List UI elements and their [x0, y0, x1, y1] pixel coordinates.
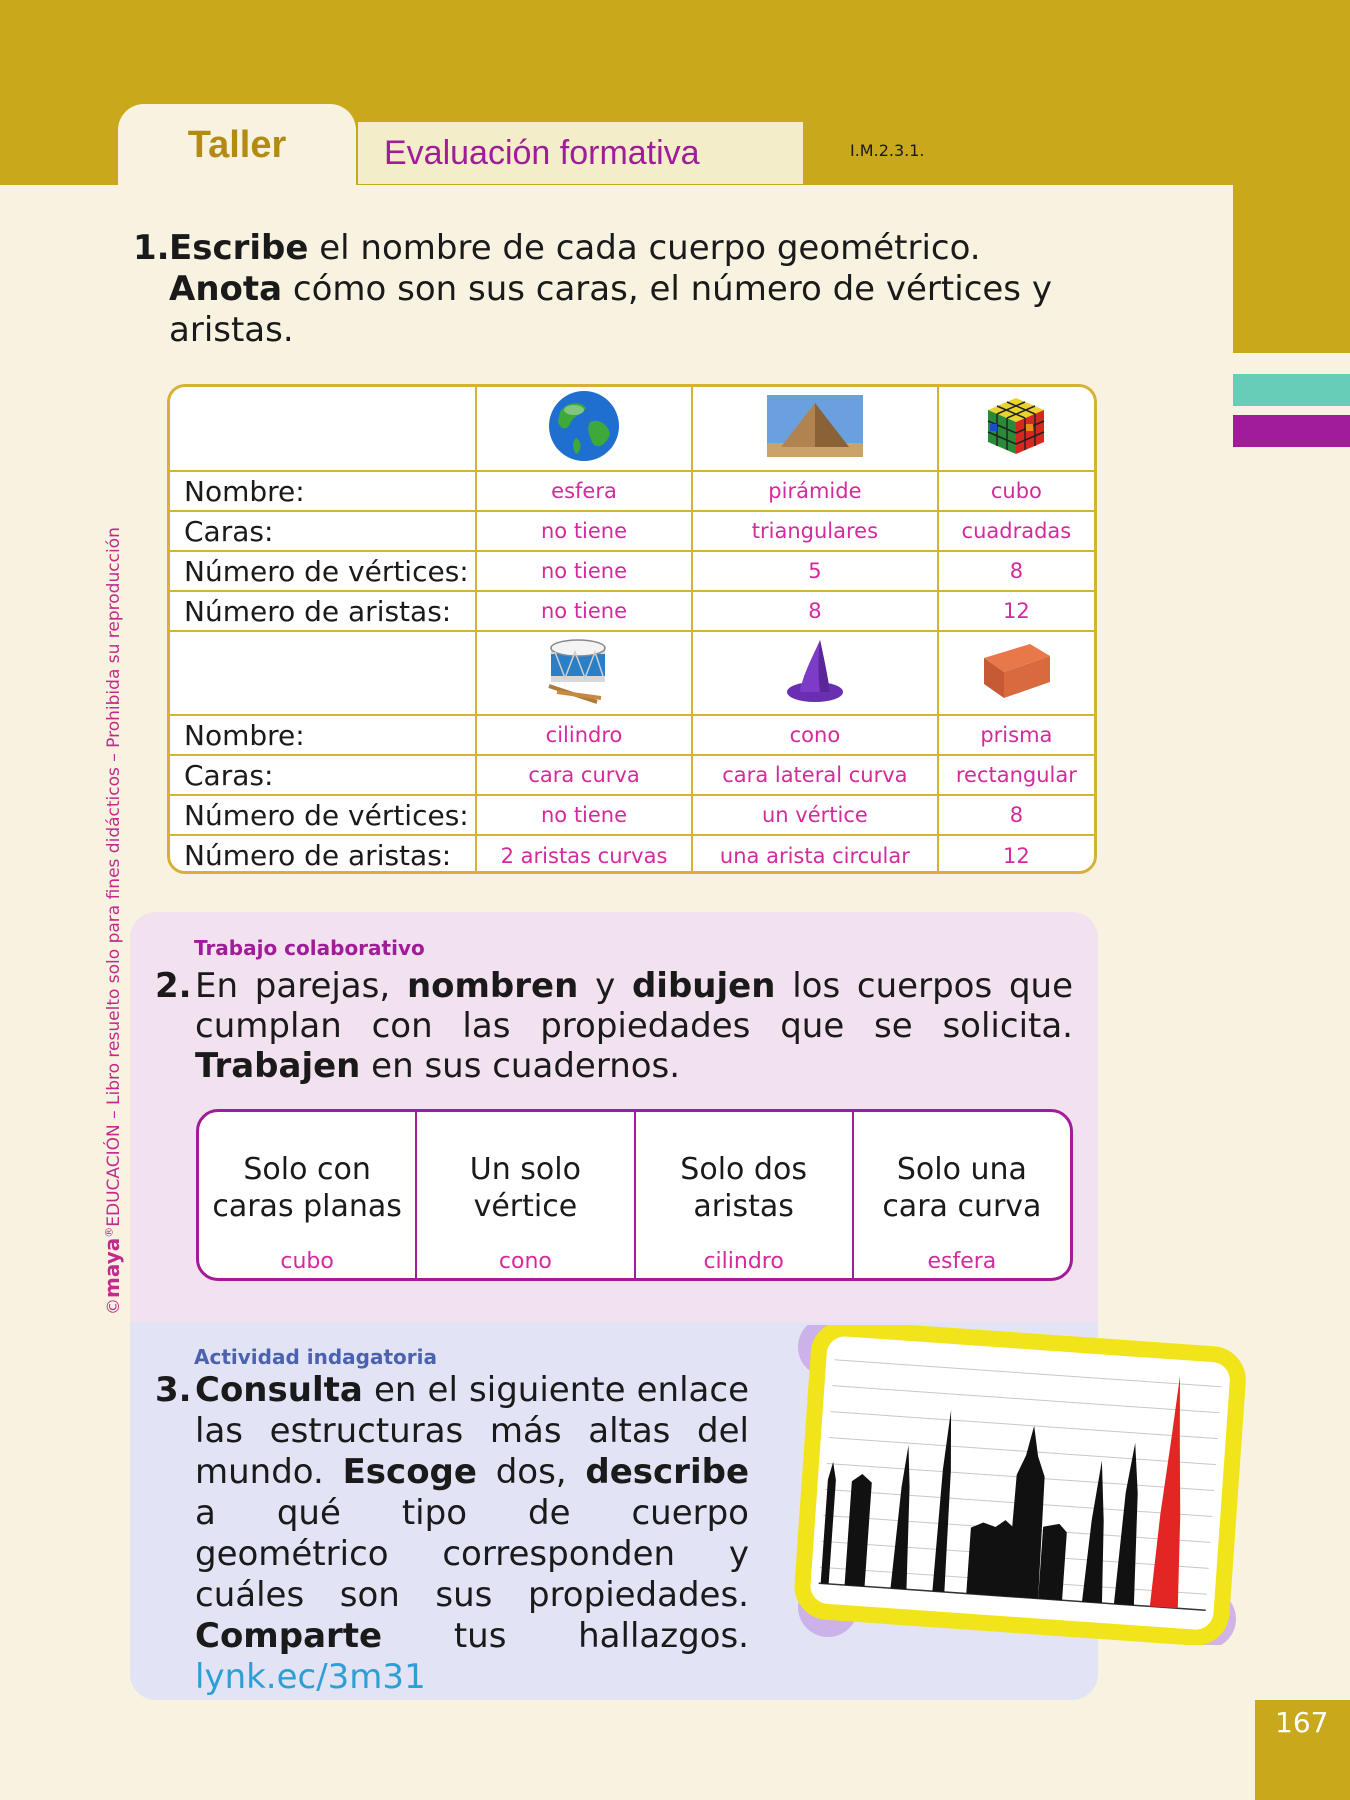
- row-label: Nombre:: [170, 471, 476, 511]
- row-label: Caras:: [170, 511, 476, 551]
- property-column: [636, 1112, 854, 1278]
- answer-cell: cubo: [938, 471, 1094, 511]
- answer-cell: cara curva: [476, 755, 692, 795]
- answer-cell: un vértice: [692, 795, 938, 835]
- answer-cell: triangulares: [692, 511, 938, 551]
- instruction-verb: Comparte: [195, 1616, 383, 1656]
- property-answer: cubo: [280, 1249, 334, 1274]
- row-label: Número de aristas:: [170, 591, 476, 631]
- rubiks-cube-icon: [984, 394, 1048, 458]
- brick-cell: [938, 631, 1094, 715]
- instruction-text: dos,: [476, 1452, 586, 1492]
- instruction-verb: describe: [585, 1452, 749, 1492]
- table-row: [170, 835, 1094, 874]
- section-title: Evaluación formativa: [358, 122, 803, 184]
- property-answer: esfera: [927, 1249, 997, 1274]
- instruction-text: cómo son sus caras, el número de vértices y aristas.: [169, 269, 1052, 350]
- instruction-text: en sus cuadernos.: [360, 1046, 681, 1086]
- instruction-verb: Escribe: [169, 228, 309, 268]
- property-column: [417, 1112, 635, 1278]
- registered-symbol: ®: [102, 1226, 116, 1238]
- copyright-symbol: ©: [104, 1298, 124, 1315]
- instruction-verb: dibujen: [631, 966, 776, 1006]
- table-row: [170, 511, 1094, 551]
- table-row: [170, 755, 1094, 795]
- answer-cell: cono: [692, 715, 938, 755]
- row-label: Número de vértices:: [170, 795, 476, 835]
- table-row: [170, 795, 1094, 835]
- purple-stripe: [1233, 415, 1350, 447]
- question-3-text: [195, 1370, 749, 1698]
- property-header: Solo una cara curva: [882, 1152, 1042, 1224]
- globe-cell: [476, 387, 692, 471]
- question-number: 2.: [155, 966, 192, 1006]
- question-2: [155, 966, 1073, 1086]
- curriculum-code: I.M.2.3.1.: [850, 141, 925, 160]
- brick-icon: [976, 638, 1056, 704]
- answer-cell: no tiene: [476, 551, 692, 591]
- instruction-verb: Trabajen: [195, 1046, 361, 1086]
- answer-cell: no tiene: [476, 795, 692, 835]
- inquiry-subtitle: Actividad indagatoria: [194, 1345, 437, 1369]
- empty-label-cell: [170, 387, 476, 471]
- image-row: [170, 387, 1094, 471]
- instruction-text: En parejas,: [195, 966, 407, 1006]
- answer-cell: rectangular: [938, 755, 1094, 795]
- instruction-text: tus hallazgos.: [382, 1616, 749, 1656]
- instruction-text: a qué tipo de cuerpo geométrico corresponden y cuáles son sus propiedades.: [195, 1493, 749, 1615]
- right-margin-band: [1233, 150, 1350, 353]
- table-row: [170, 551, 1094, 591]
- globe-icon: [546, 388, 622, 464]
- pyramid-icon: [767, 395, 863, 457]
- instruction-text: y: [578, 966, 632, 1006]
- instruction-text: el nombre de cada cuerpo geométrico.: [308, 228, 981, 268]
- answer-cell: 12: [938, 591, 1094, 631]
- cube-cell: [938, 387, 1094, 471]
- tab-taller: Taller: [118, 104, 356, 186]
- property-answer: cono: [498, 1249, 552, 1274]
- question-1: [133, 228, 1073, 351]
- property-header: Un solo vértice: [469, 1152, 581, 1224]
- row-label: Número de vértices:: [170, 551, 476, 591]
- question-2-text: [195, 966, 1073, 1086]
- tallest-structures-illustration: [790, 1325, 1250, 1645]
- question-number: 3.: [155, 1370, 192, 1410]
- instruction-text: en el siguiente enlace las estructuras más altas del mundo.: [195, 1370, 749, 1492]
- question-3: [155, 1370, 749, 1698]
- instruction-verb: Anota: [169, 269, 283, 309]
- geometric-bodies-table: [167, 384, 1097, 874]
- instruction-verb: Escoge: [342, 1452, 477, 1492]
- answer-cell: 2 aristas curvas: [476, 835, 692, 874]
- answer-cell: prisma: [938, 715, 1094, 755]
- property-column: [199, 1112, 417, 1278]
- answer-cell: 5: [692, 551, 938, 591]
- question-number: 1.: [133, 228, 170, 268]
- teal-stripe: [1233, 374, 1350, 406]
- property-column: [854, 1112, 1070, 1278]
- resource-link[interactable]: lynk.ec/3m31: [195, 1657, 426, 1697]
- answer-cell: 8: [938, 795, 1094, 835]
- instruction-text: los cuerpos que cumplan con las propiedades que se solicita.: [195, 966, 1073, 1046]
- collaborative-subtitle: Trabajo colaborativo: [194, 936, 425, 960]
- row-label: Nombre:: [170, 715, 476, 755]
- property-header: Solo dos aristas: [680, 1152, 807, 1224]
- page-number: 167: [1255, 1700, 1350, 1800]
- copyright-notice: EDUCACIÓN – Libro resuelto solo para fines didácticos – Prohibida su reproducción: [104, 527, 124, 1227]
- answer-cell: 8: [938, 551, 1094, 591]
- copyright-sidebar: [100, 485, 124, 1315]
- brand-logo-text: maya: [100, 1237, 124, 1298]
- drum-cell: [476, 631, 692, 715]
- answer-cell: cara lateral curva: [692, 755, 938, 795]
- answer-cell: 12: [938, 835, 1094, 874]
- answer-cell: esfera: [476, 471, 692, 511]
- answer-cell: no tiene: [476, 591, 692, 631]
- row-label: Número de aristas:: [170, 835, 476, 874]
- witch-hat-icon: [780, 636, 850, 706]
- question-1-text: [169, 228, 1073, 351]
- row-label: Caras:: [170, 755, 476, 795]
- answer-cell: pirámide: [692, 471, 938, 511]
- answer-cell: cuadradas: [938, 511, 1094, 551]
- table-row: [170, 471, 1094, 511]
- empty-label-cell: [170, 631, 476, 715]
- property-header: Solo con caras planas: [212, 1152, 402, 1224]
- answer-cell: una arista circular: [692, 835, 938, 874]
- answer-cell: 8: [692, 591, 938, 631]
- answer-cell: no tiene: [476, 511, 692, 551]
- table-row: [170, 715, 1094, 755]
- table-row: [170, 591, 1094, 631]
- instruction-verb: nombren: [406, 966, 579, 1006]
- pyramid-cell: [692, 387, 938, 471]
- answer-cell: cilindro: [476, 715, 692, 755]
- hat-cell: [692, 631, 938, 715]
- drum-icon: [539, 636, 629, 706]
- property-answer: cilindro: [703, 1249, 784, 1274]
- instruction-verb: Consulta: [195, 1370, 363, 1410]
- image-row: [170, 631, 1094, 715]
- properties-table: [196, 1109, 1073, 1281]
